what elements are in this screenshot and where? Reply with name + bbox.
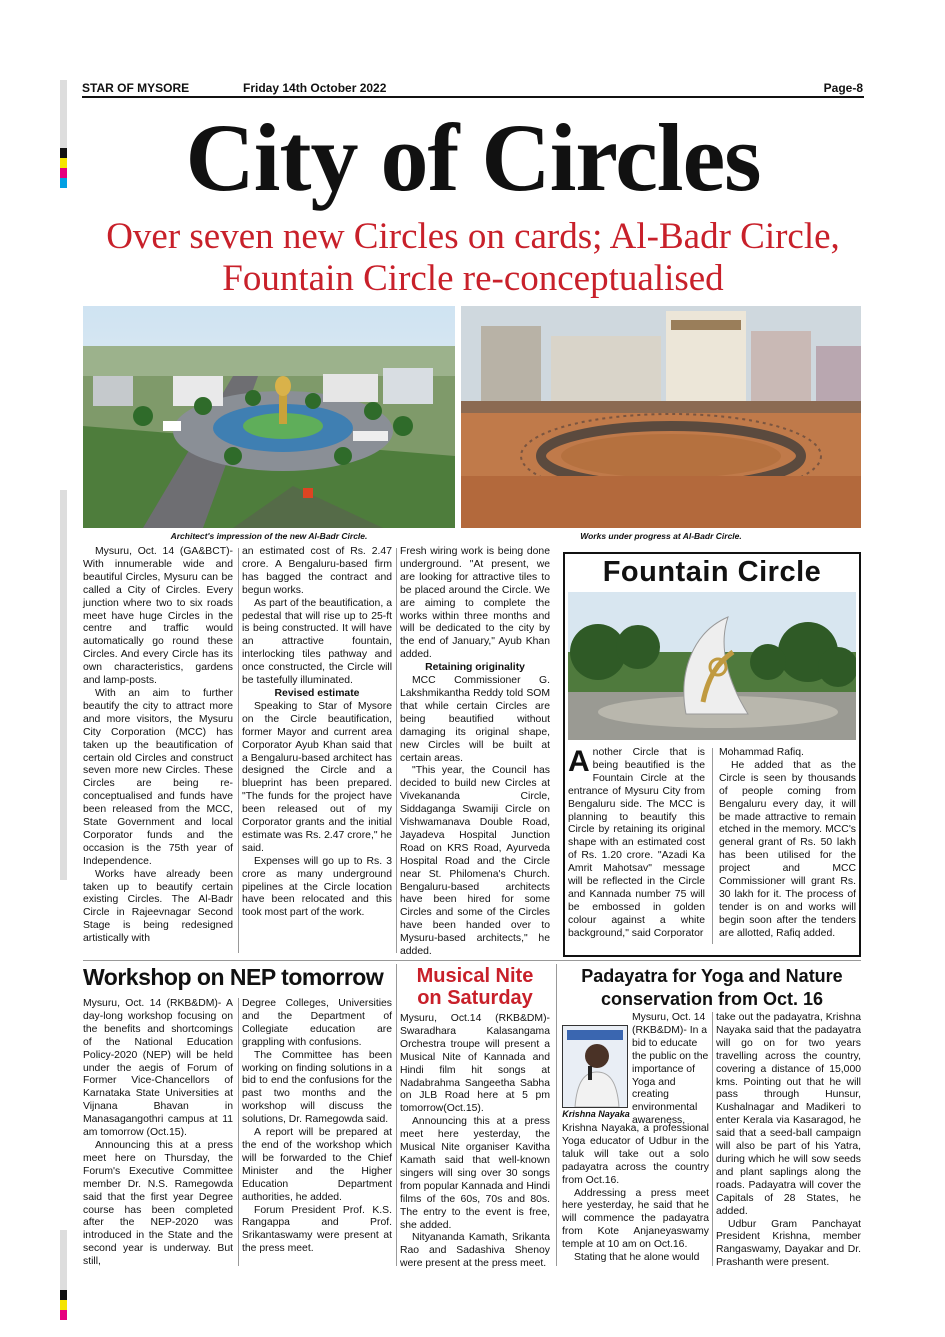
paragraph: take out the padayatra, Krishna Nayaka said that the padayatra will go on for two years travelling across the country, covering a distance of 15,000 kms. Pointing out that he will pass through Hunsur, Kushalnagar and Madikeri to enter Kerala via Kasaragod, he said that a seed-ball campaign will also be part of his Yatra, during which he will sow seeds and plant saplings along the roads. Padayatra will cover the Capitals of 28 States, he added. — [716, 1012, 861, 1217]
main-story-col3 — [400, 546, 550, 959]
main-story-col1 — [83, 546, 233, 946]
paragraph: Works have already been taken up to beautify certain existing Circles. The Al-Badr Circle in Rajeevnagar Second Stage is being redesigned artistically with — [83, 868, 233, 945]
registration-bar — [60, 1230, 67, 1290]
subhead: Retaining originality — [425, 662, 525, 674]
musical-body — [400, 1013, 550, 1271]
paragraph: Mysuru, Oct.14 (RKB&DM)- Swaradhara Kalasangama Orchestra troupe will present a Musical Nite of Kannada and Hindi film hit songs at Nadabrahma Sangeetha Sabha on JLB Road here at 5 pm tomorrow(Oct.15). — [400, 1013, 550, 1115]
column-divider — [712, 748, 713, 944]
page-number: Page-8 — [823, 81, 863, 95]
padayatra-title-line1: Padayatra for Yoga and Nature — [581, 966, 843, 986]
column-divider — [238, 548, 239, 953]
header-rule — [82, 96, 864, 98]
paragraph: Stating that he alone would — [574, 1252, 700, 1264]
musical-title-line2: on Saturday — [417, 987, 533, 1009]
padayatra-col1 — [562, 1123, 709, 1265]
paragraph: Announcing this at a press meet here yesterday, the Musical Nite organiser Kavitha Kamath said that well-known singers will sing over 30 songs from popular Kannada and Hindi films of the 60s, 70s and 80s. The entry to the event is free, she added. — [400, 1116, 550, 1231]
krishna-nayaka-photo — [562, 1025, 628, 1108]
paragraph: Fresh wiring work is being done underground. "At present, we are looking for attractive tiles to be placed around the Circle. We are aiming to complete the works within three months and will be dedicated to the city by the end of January," Ayub Khan added. — [400, 546, 550, 661]
paragraph: Announcing this at a press meet here on Thursday, the Forum's Executive Committee member Dr. N.S. Ramegowda said that the first year Degree course has been completed after the NEP-2020 was introduced in the State and the second year is underway. But still, — [83, 1139, 233, 1268]
paragraph: Degree Colleges, Universities and the Department of Collegiate education are grappling with confusions. — [242, 998, 392, 1048]
architect-impression-photo — [83, 306, 455, 528]
paragraph: Addressing a press meet here yesterday, he said that he will commence the padayatra from Kote Anjaneyaswamy temple at 10 am on Oct.16. — [562, 1187, 709, 1251]
fountain-col1 — [568, 747, 705, 941]
paragraph: an estimated cost of Rs. 2.47 crore. A Bengaluru-based firm has bagged the contract and begun works. — [242, 546, 392, 596]
column-divider — [396, 964, 397, 1266]
cmyk-swatch — [60, 1290, 67, 1320]
main-story-col2 — [242, 546, 392, 920]
paragraph: Forum President Prof. K.S. Rangappa and Prof. Srikantaswamy were present at the press meet. — [242, 1204, 392, 1255]
issue-date: Friday 14th October 2022 — [243, 81, 387, 95]
padayatra-col2 — [716, 1012, 861, 1270]
paragraph: Mysuru, Oct. 14 (RKB&DM)- A day-long workshop focusing on the benefits and shortcomings of the National Education Policy-2020 (NEP) will be held under the aegis of Forum of Former Vice-Chancellors of Karnataka State Universities at Vijnana Bhavan in Manasagangothri campus at 11 am tomorrow (Oct.15). — [83, 998, 233, 1139]
paper-name: STAR OF MYSORE — [82, 81, 190, 95]
paragraph: Expenses will go up to Rs. 3 crore as many underground pipelines at the Circle location have been relocated and this took most part of the work. — [242, 855, 392, 919]
paragraph: Another Circle that is being beautified is the Fountain Circle at the entrance of Mysuru City from Bengaluru side. The MCC is planning to beautify this Circle by retaining its original shape with an estimated cost of Rs. 1.20 crore. "Azadi Ka Amrit Mahotsav" message will be reflected in the Circle and Kannada number 75 will be embossed in golden colour against a white background," said Corporator — [568, 745, 705, 939]
paragraph: With an aim to further beautify the city to attract more and more visitors, the Mysuru City Corporation (MCC) has taken up the beautification of certain old Circles and construct seven more new Circles. These Circles are being re-conceptualised and funds have been released from the MCC, State Government and local Corporator funds and the occasion is the 75th year of Independence. — [83, 687, 233, 867]
registration-bar — [60, 490, 67, 880]
padayatra-side-text: Mysuru, Oct. 14 (RKB&DM)- In a bid to educate the public on the importance of Yoga and creating environmental awareness, — [632, 1012, 709, 1127]
works-progress-photo — [461, 306, 861, 528]
subheadline-line1: Over seven new Circles on cards; Al-Badr Circle, — [106, 216, 840, 257]
column-divider — [396, 548, 397, 953]
paragraph: Mysuru, Oct. 14 (GA&BCT)- With innumerable wide and beautiful Circles, Mysuru can be called a City of Circles. Every junction where two to six roads meet have huge Circles in the centre and traffic would automatically go round these Circles. And every Circle has its own characteristics, gardens and lamp-posts. — [83, 546, 233, 687]
fountain-circle-title: Fountain Circle — [602, 556, 822, 588]
paragraph: The Committee has been working on finding solutions in a bid to end the confusions for the past two months and the workshop will discuss the solutions, Dr. Ramegowda said. — [242, 1049, 392, 1126]
section-rule — [83, 960, 861, 961]
right-photo-caption: Works under progress at Al-Badr Circle. — [580, 531, 742, 541]
paragraph: MCC Commissioner G. Lakshmikantha Reddy told SOM that while certain Circles are being beautified without damaging its original shape, new Circles will be built at certain areas. — [400, 675, 550, 764]
cmyk-swatch — [60, 148, 67, 188]
padayatra-title-line2: conservation from Oct. 16 — [600, 989, 824, 1009]
left-photo-caption: Architect's impression of the new Al-Badr Circle. — [170, 531, 368, 541]
krishna-nayaka-caption: Krishna Nayaka — [562, 1109, 630, 1119]
subheadline-line2: Fountain Circle re-conceptualised — [222, 258, 724, 299]
paragraph: He added that as the Circle is seen by thousands of people coming from Bengaluru every day, it will be made attractive to remain etched in the memory. MCC's general grant of Rs. 50 lakh has been utilised for the project and MCC Commissioner will grant Rs. 30 lakh for it. The process of tender is on and works will begin soon after the tenders are allotted, Rafiq added. — [719, 759, 856, 939]
nep-title: Workshop on NEP tomorrow — [83, 964, 384, 990]
paragraph: Speaking to Star of Mysore on the Circle beautification, former Mayor and current area Corporator Ayub Khan said that a Bengaluru-based architect has designed the Circle and a blueprint has been prepared. "The funds for the project have been released out of my Corporator grants and the initial estimate was Rs. 2.47 crore," he said. — [242, 700, 392, 854]
nep-col1 — [83, 998, 233, 1269]
headline: City of Circles — [185, 104, 761, 211]
nep-col2 — [242, 998, 392, 1256]
paragraph: Mohammad Rafiq. — [719, 747, 804, 758]
paragraph: As part of the beautification, a pedestal that will rise up to 25-ft is being constructed. It will have an attractive fountain, interlocking tiles pathway and once constructed, the Circle will be tastefully illuminated. — [242, 597, 392, 687]
musical-title-line1: Musical Nite — [416, 965, 534, 987]
paragraph: "This year, the Council has decided to build new Circles at Vivekananda Circle, Siddaganga Swamiji Circle on Vishwamanava Double Road, Jayadeva Hospital Junction Road on KRS Road, Ayurveda Hospital Road and the Circle near St. Philomena's Church. Bengaluru-based architects have been hired for some Circles and some of the Circles have been handed over to Mysuru-based architects," he added. — [400, 765, 550, 958]
drop-cap: A — [568, 745, 590, 778]
paragraph: Krishna Nayaka, a professional Yoga educator of Udbur in the taluk will take out a solo padayatra across the country from Oct.16. — [562, 1123, 709, 1186]
paragraph: Udbur Gram Panchayat President Krishna, member Rangaswamy, Dayakar and Dr. Prashanth were present. — [716, 1218, 861, 1269]
column-divider — [238, 998, 239, 1266]
subhead: Revised estimate — [274, 687, 360, 699]
registration-bar — [60, 80, 67, 150]
column-divider — [556, 964, 557, 1266]
paragraph: Nityananda Kamath, Srikanta Rao and Sadashiva Shenoy were present at the press meet. — [400, 1232, 550, 1270]
fountain-circle-photo — [568, 592, 856, 740]
fountain-col2 — [719, 747, 856, 941]
paragraph: A report will be prepared at the end of the workshop which will be forwarded to the Chief Minister and the Higher Education Department authorities, he added. — [242, 1127, 392, 1203]
column-divider — [712, 1012, 713, 1266]
